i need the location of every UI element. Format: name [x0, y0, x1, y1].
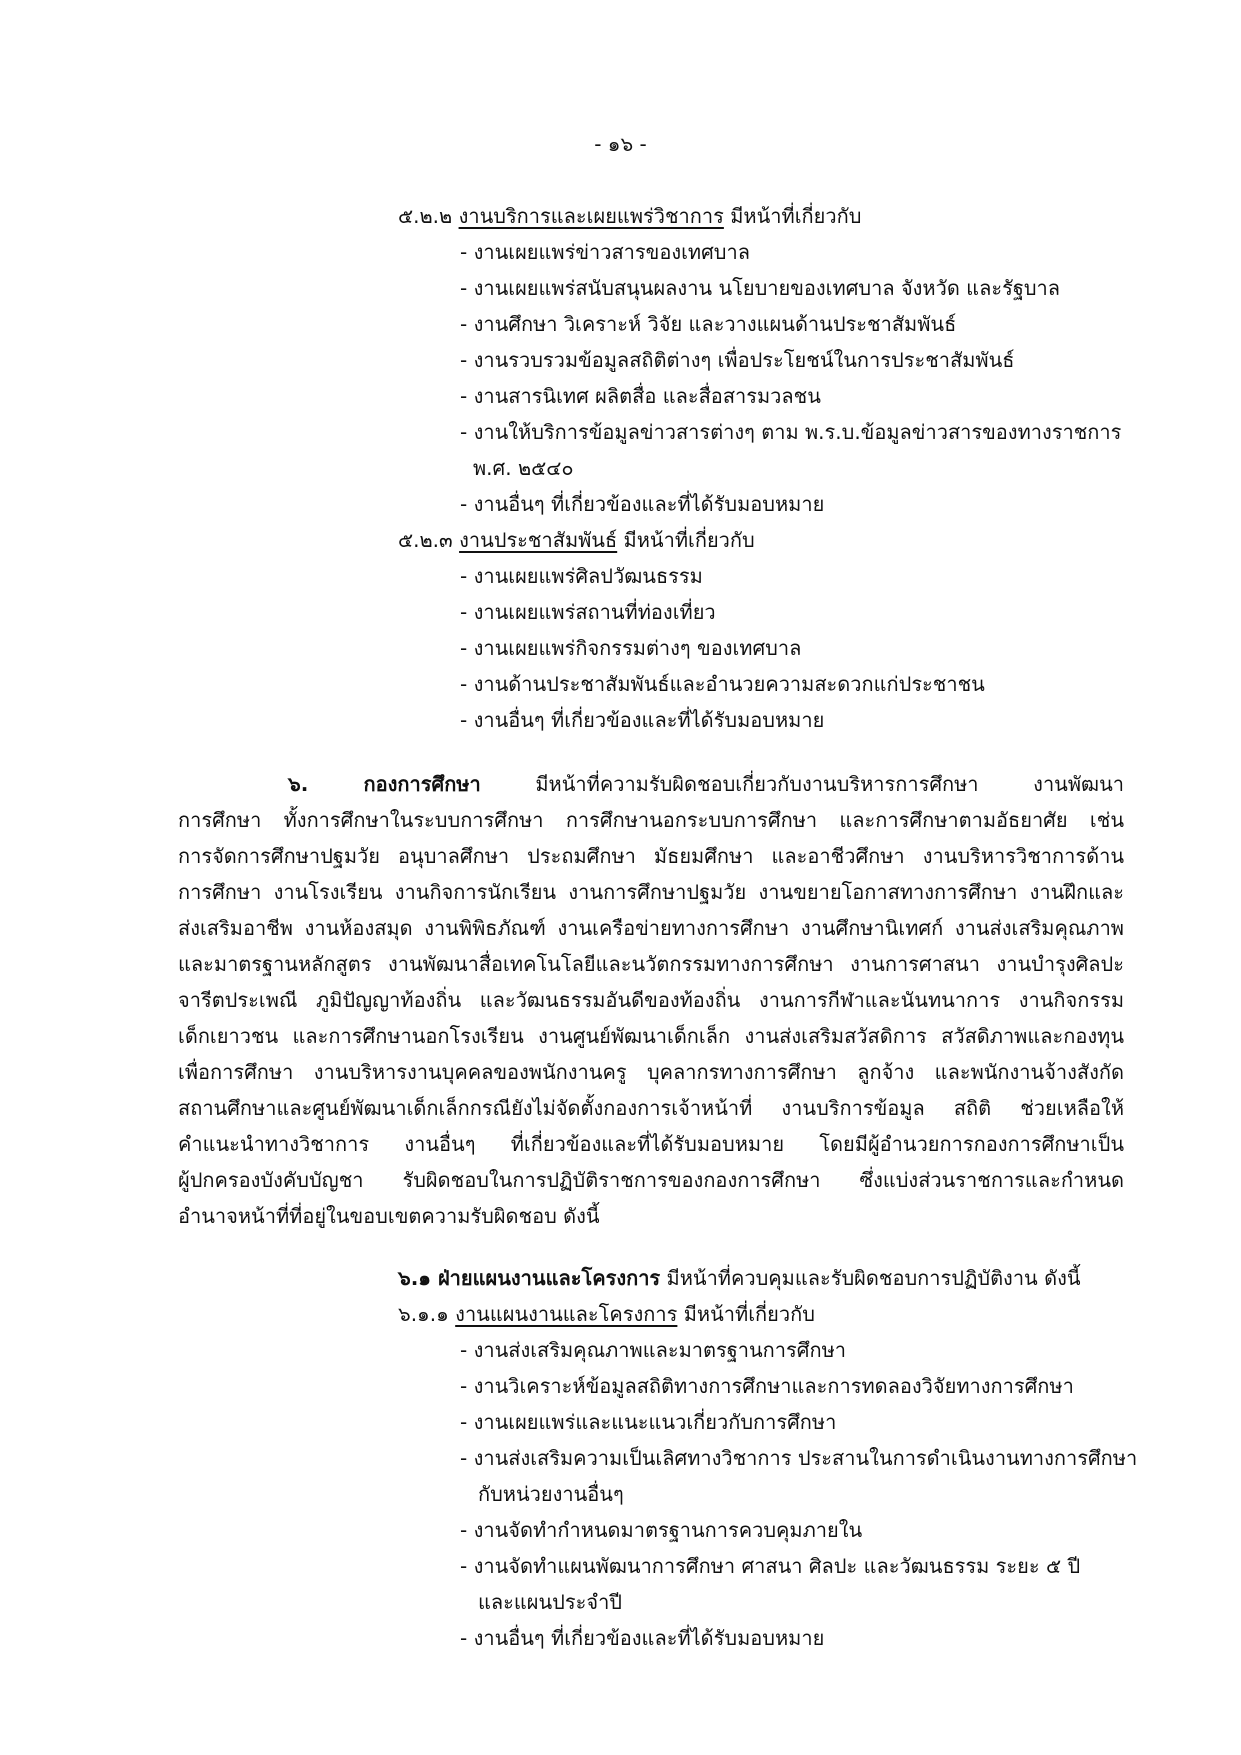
paragraph-line: อำนาจหน้าที่ที่อยู่ในขอบเขตความรับผิดชอบ ดังนี้	[178, 1204, 600, 1228]
list-item: - งานเผยแพร่สนับสนุนผลงาน นโยบายของเทศบาล จังหวัด และรัฐบาล	[460, 276, 1061, 300]
list-item: - งานวิเคราะห์ข้อมูลสถิติทางการศึกษาและการทดลองวิจัยทางการศึกษา	[460, 1374, 1074, 1398]
list-item: - งานอื่นๆ ที่เกี่ยวข้องและที่ได้รับมอบหมาย	[460, 708, 825, 732]
list-item: - งานสารนิเทศ ผลิตสื่อ และสื่อสารมวลชน	[460, 384, 821, 408]
paragraph-line: ผู้ปกครองบังคับบัญชา รับผิดชอบในการปฏิบัติราชการของกองการศึกษา ซึ่งแบ่งส่วนราชการและกำหนด	[178, 1168, 1124, 1192]
list-item: - งานเผยแพร่สถานที่ท่องเที่ยว	[460, 600, 716, 624]
list-item: - งานให้บริการข้อมูลข่าวสารต่างๆ ตาม พ.ร.บ.ข้อมูลข่าวสารของทางราชการ	[460, 420, 1122, 444]
section-6-first-line	[288, 766, 1124, 802]
list-item: - งานเผยแพร่และแนะแนวเกี่ยวกับการศึกษา	[460, 1410, 837, 1434]
paragraph-line: การศึกษา ทั้งการศึกษาในระบบการศึกษา การศึกษานอกระบบการศึกษา และการศึกษาตามอัธยาศัย เช่น	[178, 808, 1124, 832]
paragraph-line: ส่งเสริมอาชีพ งานห้องสมุด งานพิพิธภัณฑ์ งานเครือข่ายทางการศึกษา งานศึกษานิเทศก์ งานส่งเสริมคุณภาพ	[178, 916, 1124, 940]
section-heading-6-1-1	[398, 1296, 815, 1332]
list-item: - งานอื่นๆ ที่เกี่ยวข้องและที่ได้รับมอบหมาย	[460, 492, 825, 516]
paragraph-line: การจัดการศึกษาปฐมวัย อนุบาลศึกษา ประถมศึกษา มัธยมศึกษา และอาชีวศึกษา งานบริหารวิชาการด้าน	[178, 844, 1124, 868]
section-heading-5-2-3	[398, 522, 755, 558]
paragraph-line: คำแนะนำทางวิชาการ งานอื่นๆ ที่เกี่ยวข้องและที่ได้รับมอบหมาย โดยมีผู้อำนวยการกองการศึกษาเป็น	[178, 1132, 1124, 1156]
paragraph-line: เพื่อการศึกษา งานบริหารงานบุคคลของพนักงานครู บุคลากรทางการศึกษา ลูกจ้าง และพนักงานจ้างสังกัด	[178, 1060, 1124, 1084]
paragraph-line: การศึกษา งานโรงเรียน งานกิจการนักเรียน งานการศึกษาปฐมวัย งานขยายโอกาสทางการศึกษา งานฝึกและ	[178, 880, 1124, 904]
paragraph-line: จารีตประเพณี ภูมิปัญญาท้องถิ่น และวัฒนธรรมอันดีของท้องถิ่น งานการกีฬาและนันทนาการ งานกิจกรรม	[178, 988, 1124, 1012]
list-item: - งานส่งเสริมความเป็นเลิศทางวิชาการ ประสานในการดำเนินงานทางการศึกษา	[460, 1446, 1138, 1470]
list-item-continuation: และแผนประจำปี	[478, 1590, 622, 1614]
paragraph-line: และมาตรฐานหลักสูตร งานพัฒนาสื่อเทคโนโลยีและนวัตกรรมทางการศึกษา งานการศาสนา งานบำรุงศิลปะ	[178, 952, 1124, 976]
section-title: งานประชาสัมพันธ์	[459, 528, 618, 552]
list-item: - งานจัดทำกำหนดมาตรฐานการควบคุมภายใน	[460, 1518, 863, 1542]
list-item-continuation: พ.ศ. ๒๕๔๐	[473, 456, 574, 480]
section-number: ๖.๑.๑	[398, 1302, 449, 1326]
list-item: - งานจัดทำแผนพัฒนาการศึกษา ศาสนา ศิลปะ และวัฒนธรรม ระยะ ๕ ปี	[460, 1554, 1081, 1578]
section-suffix: มีหน้าที่เกี่ยวกับ	[683, 1302, 815, 1326]
list-item-continuation: กับหน่วยงานอื่นๆ	[478, 1482, 624, 1506]
paragraph-line: สถานศึกษาและศูนย์พัฒนาเด็กเล็กกรณียังไม่จัดตั้งกองการเจ้าหน้าที่ งานบริการข้อมูล สถิติ ช่วยเหลือให้	[178, 1096, 1124, 1120]
paragraph-text: มีหน้าที่ความรับผิดชอบเกี่ยวกับงานบริหารการศึกษา งานพัฒนา	[535, 772, 1124, 796]
section-heading: ๖.๑ ฝ่ายแผนงานและโครงการ	[398, 1266, 661, 1290]
list-item: - งานศึกษา วิเคราะห์ วิจัย และวางแผนด้านประชาสัมพันธ์	[460, 312, 957, 336]
section-title: งานบริการและเผยแพร่วิชาการ	[458, 204, 724, 228]
section-heading-6-1	[398, 1260, 1081, 1296]
list-item: - งานเผยแพร่ข่าวสารของเทศบาล	[460, 240, 750, 264]
section-heading-5-2-2	[398, 198, 861, 234]
paragraph-line: เด็กเยาวชน และการศึกษานอกโรงเรียน งานศูนย์พัฒนาเด็กเล็ก งานส่งเสริมสวัสดิการ สวัสดิภาพและกองทุน	[178, 1024, 1124, 1048]
list-item: - งานส่งเสริมคุณภาพและมาตรฐานการศึกษา	[460, 1338, 846, 1362]
section-heading: ๖. กองการศึกษา	[288, 772, 481, 796]
section-suffix: มีหน้าที่เกี่ยวกับ	[623, 528, 755, 552]
section-suffix: มีหน้าที่ควบคุมและรับผิดชอบการปฏิบัติงาน ดังนี้	[666, 1266, 1081, 1290]
section-number: ๕.๒.๓	[398, 528, 453, 552]
section-title: งานแผนงานและโครงการ	[455, 1302, 678, 1326]
list-item: - งานเผยแพร่ศิลปวัฒนธรรม	[460, 564, 703, 588]
list-item: - งานด้านประชาสัมพันธ์และอำนวยความสะดวกแก่ประชาชน	[460, 672, 985, 696]
section-number: ๕.๒.๒	[398, 204, 453, 228]
list-item: - งานเผยแพร่กิจกรรมต่างๆ ของเทศบาล	[460, 636, 802, 660]
list-item: - งานรวบรวมข้อมูลสถิติต่างๆ เพื่อประโยชน์ในการประชาสัมพันธ์	[460, 348, 1015, 372]
section-suffix: มีหน้าที่เกี่ยวกับ	[730, 204, 862, 228]
page-number: - ๑๖ -	[594, 132, 647, 156]
list-item: - งานอื่นๆ ที่เกี่ยวข้องและที่ได้รับมอบหมาย	[460, 1626, 825, 1650]
